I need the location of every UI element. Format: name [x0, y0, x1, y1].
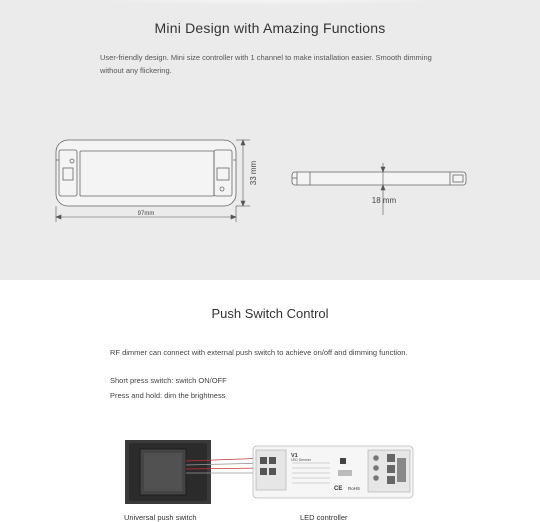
controller-model-label: V1 [291, 453, 298, 459]
short-press-text: Short press switch: switch ON/OFF [110, 376, 227, 385]
controller-product-label: LED Dimmer [291, 458, 312, 462]
width-dimension-label: 97mm [137, 211, 155, 217]
height-dimension-label: 33 mm [249, 160, 258, 186]
section-description-mini-design: User-friendly design. Mini size controller with 1 channel to make installation easier. Smooth dimming without any flickering. [100, 53, 432, 75]
section-description-push-switch: RF dimmer can connect with external push switch to achieve on/off and dimming function. [110, 348, 408, 357]
ce-mark: CE [334, 486, 343, 492]
led-controller-image [253, 446, 413, 498]
wiring-illustration [0, 280, 540, 522]
section-title-push-switch: Push Switch Control [211, 306, 329, 321]
caption-push-switch: Universal push switch [124, 513, 197, 522]
press-hold-text: Press and hold: dim the brightness [110, 391, 226, 400]
rohs-mark: RoHS [348, 486, 361, 491]
depth-dimension-label: 18 mm [371, 196, 397, 205]
depth-dimension [381, 163, 385, 215]
push-switch-section [0, 280, 540, 522]
height-dimension [236, 140, 250, 206]
controller-side-view [292, 172, 466, 185]
push-switch-image [125, 440, 211, 504]
caption-led-controller: LED controller [300, 513, 348, 522]
controller-front-view [56, 140, 236, 206]
section-title-mini-design: Mini Design with Amazing Functions [154, 20, 386, 36]
